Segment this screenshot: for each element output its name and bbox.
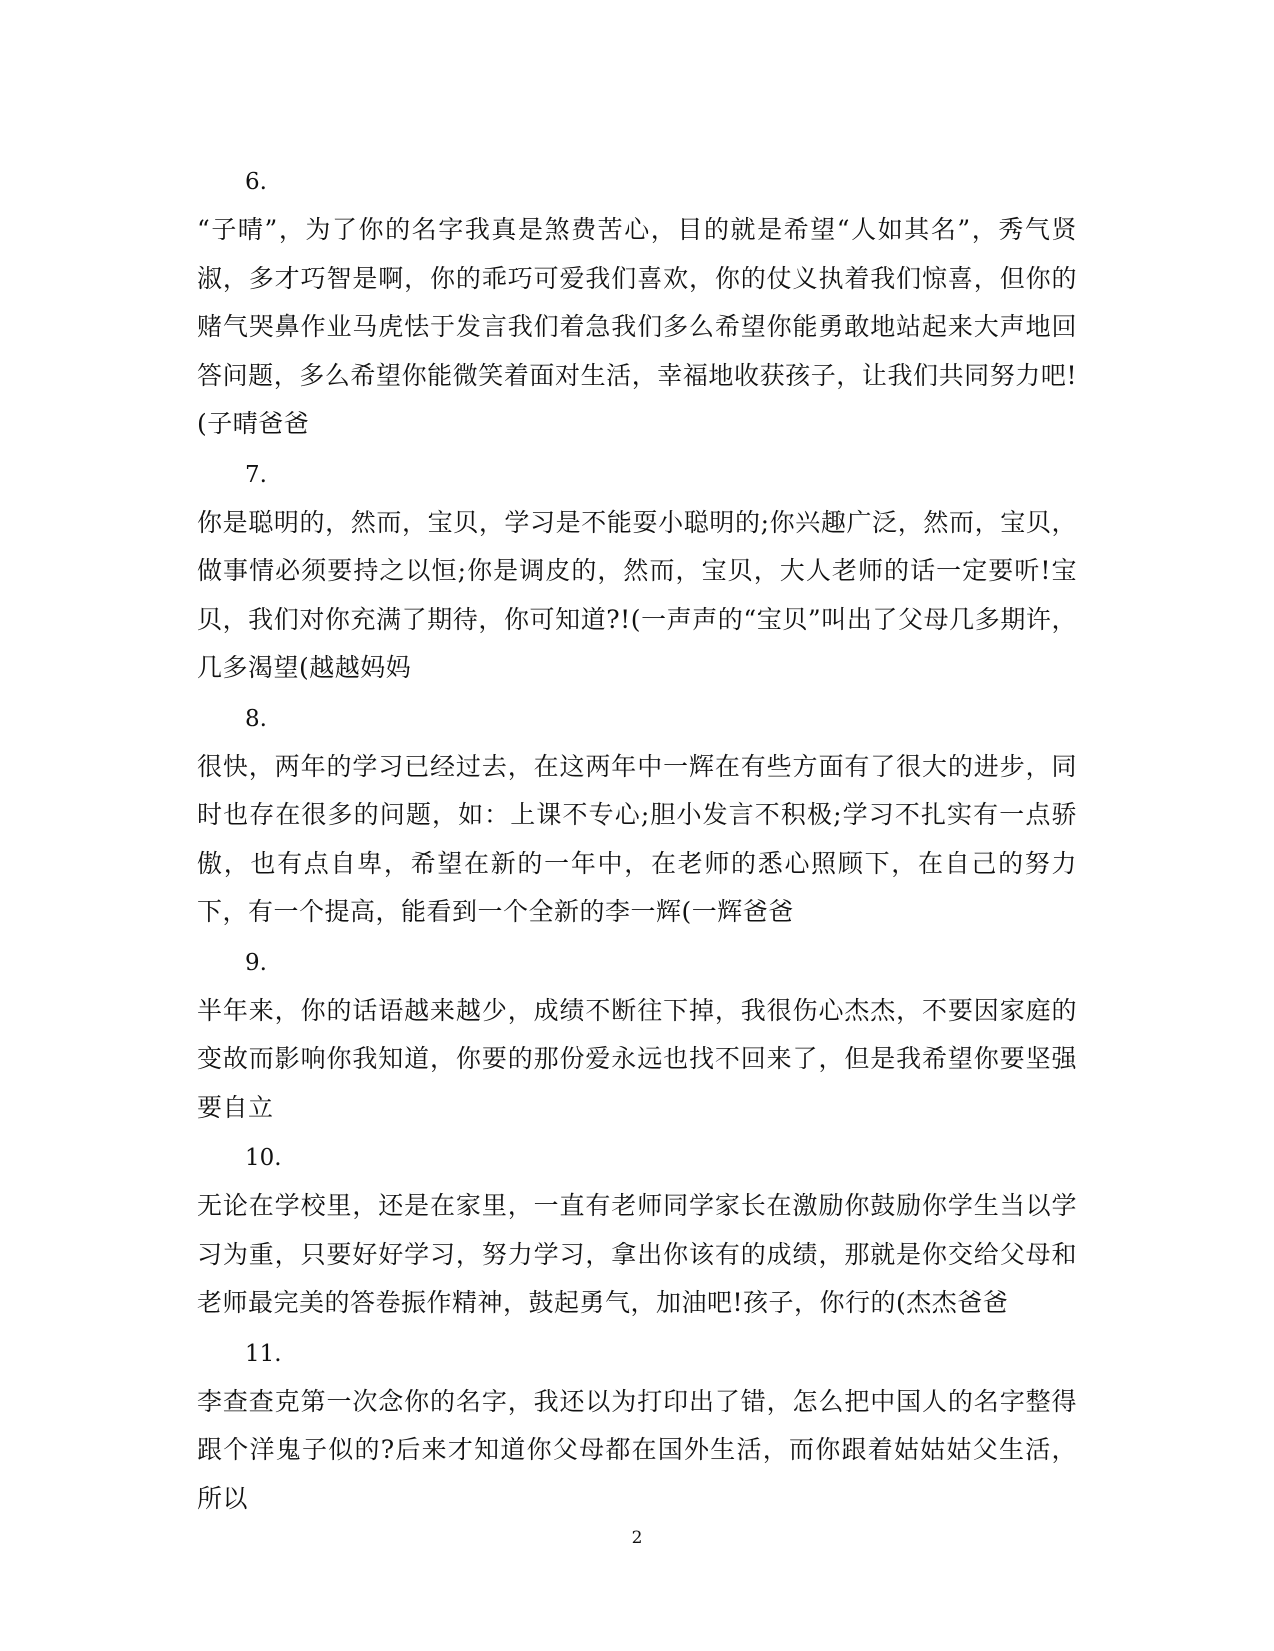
entry-number: 9. <box>245 949 267 976</box>
entry-number: 6. <box>245 169 267 195</box>
entry-text: 半年来，你的话语越来越少，成绩不断往下掉，我很伤心杰杰，不要因家庭的变故而影响你我知道，你要的那份爱永远也找不回来了，但是我希望你要坚强要自立 <box>197 995 1077 1122</box>
entry-number: 11. <box>245 1340 282 1367</box>
page-number: 2 <box>631 1528 643 1548</box>
entry-number: 10. <box>245 1145 282 1171</box>
entry-7 <box>197 451 1077 693</box>
entry-text: 无论在学校里，还是在家里，一直有老师同学家长在激励你鼓励你学生当以学习为重，只要好好学习，努力学习，拿出你该有的成绩，那就是你交给父母和老师最完美的答卷振作精神，鼓起勇气，加油吧!孩子，你行的(杰杰爸爸 <box>197 1191 1077 1317</box>
entry-6 <box>197 158 1077 449</box>
entry-text: 很快，两年的学习已经过去，在这两年中一辉在有些方面有了很大的进步，同时也存在很多的问题，如：上课不专心;胆小发言不积极;学习不扎实有一点骄傲，也有点自卑，希望在新的一年中，在老师的悉心照顾下，在自己的努力下，有一个提高，能看到一个全新的李一辉(一辉爸爸 <box>197 751 1077 926</box>
entry-number: 7. <box>245 461 267 488</box>
entry-8 <box>197 695 1077 937</box>
document-body <box>197 158 1077 1525</box>
entry-text: “子晴”，为了你的名字我真是煞费苦心，目的就是希望“人如其名”，秀气贤淑，多才巧智是啊，你的乖巧可爱我们喜欢，你的仗义执着我们惊喜，但你的赌气哭鼻作业马虎怯于发言我们着急我们多么希望你能勇敢地站起来大声地回答问题，多么希望你能微笑着面对生活，幸福地收获孩子，让我们共同努力吧!(子晴爸爸 <box>197 215 1077 438</box>
entry-9 <box>197 939 1077 1133</box>
entry-number: 8. <box>245 705 267 732</box>
entry-11 <box>197 1330 1077 1524</box>
entry-text: 李查查克第一次念你的名字，我还以为打印出了错，怎么把中国人的名字整得跟个洋鬼子似的?后来才知道你父母都在国外生活，而你跟着姑姑姑父生活，所以 <box>197 1386 1077 1513</box>
entry-text: 你是聪明的，然而，宝贝，学习是不能耍小聪明的;你兴趣广泛，然而，宝贝，做事情必须要持之以恒;你是调皮的，然而，宝贝，大人老师的话一定要听!宝贝，我们对你充满了期待，你可知道?!(一声声的“宝贝”叫出了父母几多期许，几多渴望(越越妈妈 <box>197 507 1077 682</box>
entry-10 <box>197 1134 1077 1328</box>
